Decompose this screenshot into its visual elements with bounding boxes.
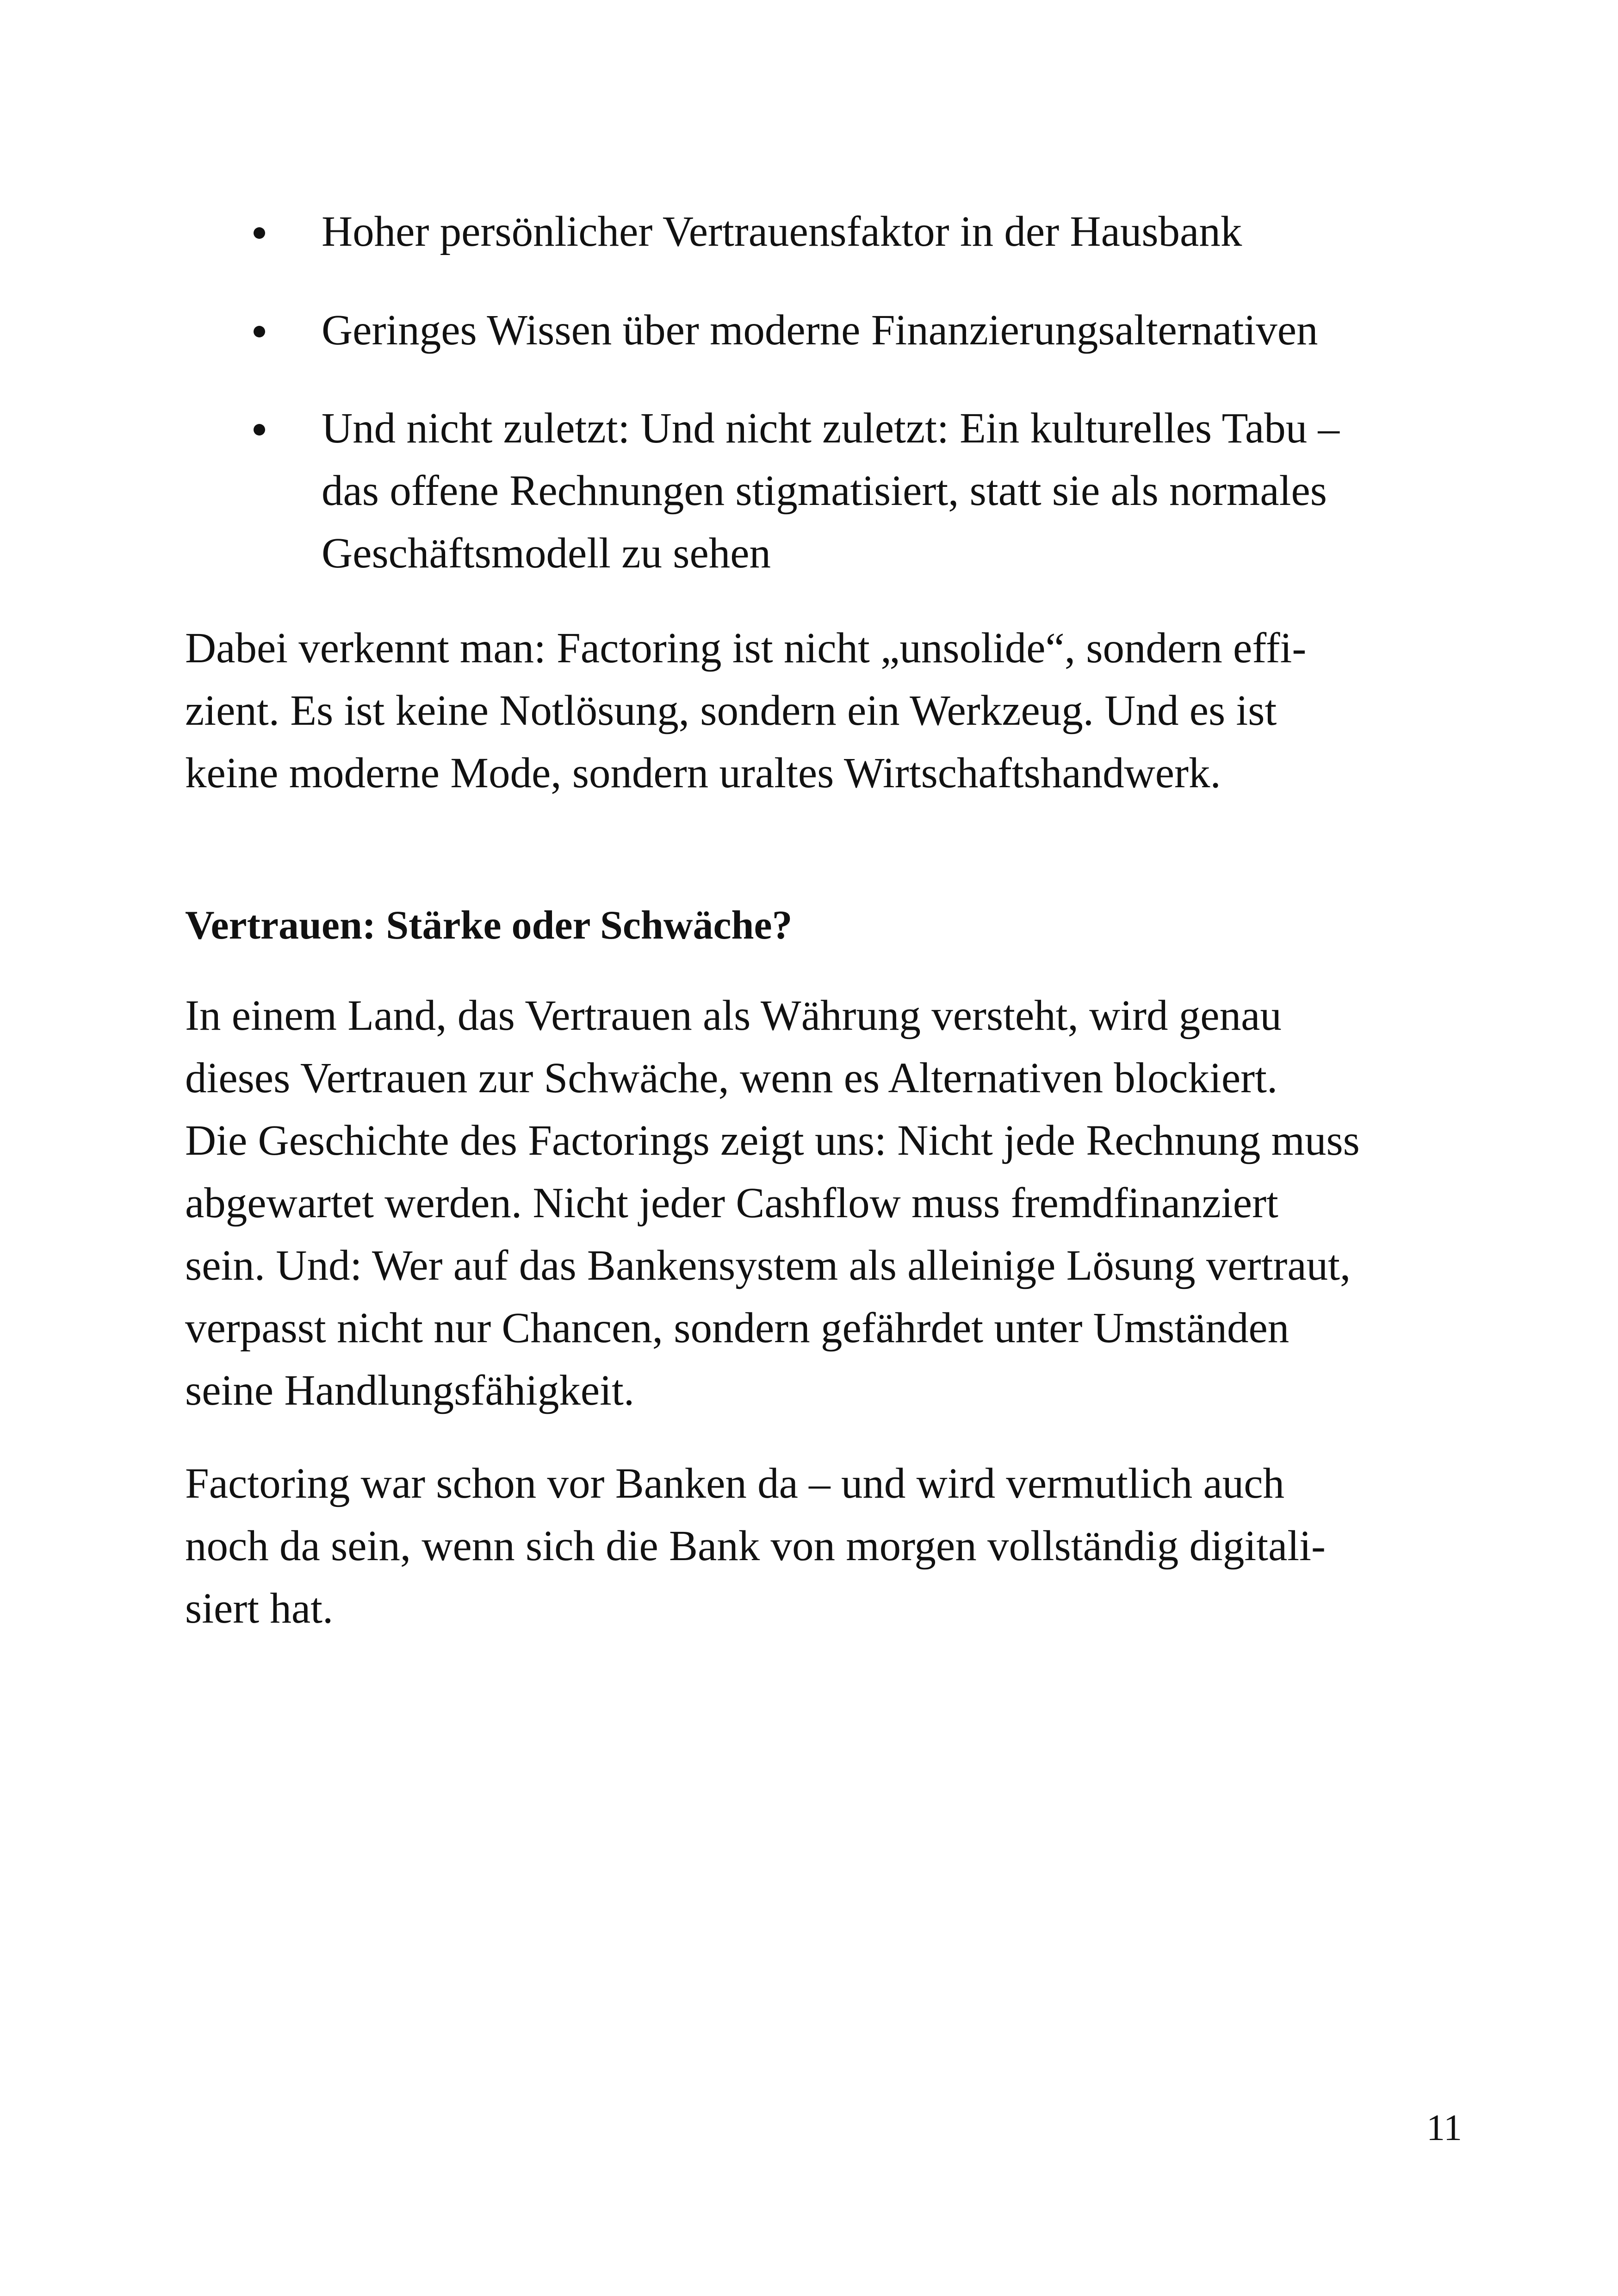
text-line: keine moderne Mode, sondern uraltes Wirtschaftshandwerk. — [185, 749, 1221, 797]
text-line: noch da sein, wenn sich die Bank von morgen vollständig digitali- — [185, 1522, 1326, 1570]
bullet-text — [322, 397, 1469, 585]
text-line: abgewartet werden. Nicht jeder Cashflow muss fremdfinanziert — [185, 1179, 1278, 1227]
text-line: siert hat. — [185, 1585, 334, 1632]
text-line: In einem Land, das Vertrauen als Währung versteht, wird genau — [185, 992, 1282, 1039]
paragraph-intro — [185, 617, 1476, 804]
text-line: Dabei verkennt man: Factoring ist nicht „unsolide“, sondern effi- — [185, 624, 1307, 672]
paragraph-closing — [185, 1452, 1476, 1640]
text-line: Geschäftsmodell zu sehen — [322, 529, 771, 577]
bullet-text — [322, 200, 1469, 263]
section-heading: Vertrauen: Stärke oder Schwäche? — [185, 903, 793, 948]
text-line: Und nicht zuletzt: Und nicht zuletzt: Ein kulturelles Tabu – — [322, 404, 1339, 452]
text-line: das offene Rechnungen stigmatisiert, statt sie als normales — [322, 467, 1327, 515]
text-line: Hoher persönlicher Vertrauensfaktor in der Hausbank — [322, 208, 1242, 255]
text-line: verpasst nicht nur Chancen, sondern gefährdet unter Umständen — [185, 1304, 1289, 1352]
bullet-text — [322, 299, 1469, 361]
page-number: 11 — [1426, 2108, 1462, 2148]
paragraph-trust — [185, 984, 1476, 1422]
text-line: dieses Vertrauen zur Schwäche, wenn es Alternativen blockiert. — [185, 1054, 1278, 1102]
text-line: Factoring war schon vor Banken da – und wird vermutlich auch — [185, 1460, 1285, 1507]
text-line: seine Handlungsfähigkeit. — [185, 1367, 635, 1414]
bullet-dot-icon — [254, 326, 265, 337]
text-line: zient. Es ist keine Notlösung, sondern ein Werkzeug. Und es ist — [185, 687, 1277, 734]
bullet-dot-icon — [254, 424, 265, 436]
text-line: sein. Und: Wer auf das Bankensystem als alleinige Lösung vertraut, — [185, 1242, 1351, 1289]
text-line: Die Geschichte des Factorings zeigt uns: Nicht jede Rechnung muss — [185, 1117, 1360, 1164]
bullet-dot-icon — [254, 227, 265, 239]
text-line: Geringes Wissen über moderne Finanzierungsalternativen — [322, 306, 1318, 354]
